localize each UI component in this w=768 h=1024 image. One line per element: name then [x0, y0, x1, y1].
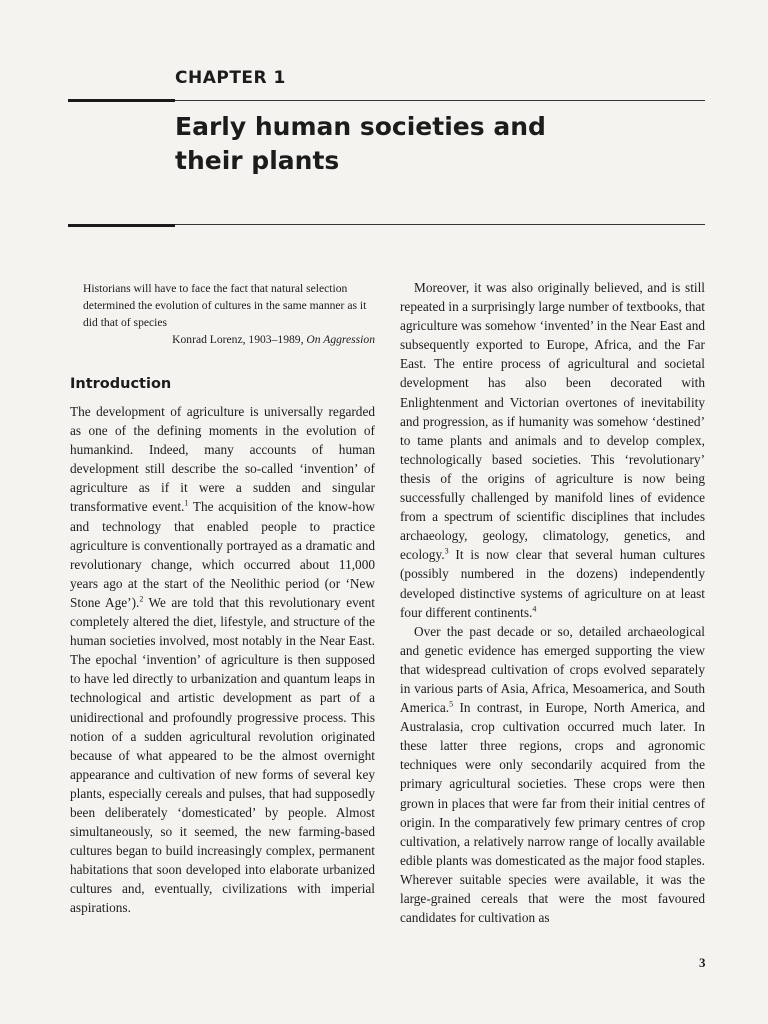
chapter-title-line2: their plants [175, 146, 340, 175]
paragraph-2-part-b: It is now clear that several human cultures (possibly numbered in the dozens) independently developed distinctive systems of agriculture on at least four different continents. [400, 547, 705, 620]
paragraph-2-part-a: Moreover, it was also originally believed, and is still repeated in a surprisingly large number of textbooks, that agriculture was somehow ‘invented’ in the Near East and subsequently exported to Europe, Africa, and the Far East. The entire process of agricultural and societal development has also been decorated with Enlightenment and Victorian overtones of inevitability and progression, as if humanity was somehow ‘destined’ to tame plants and animals and to develop complex, technologically based societies. This ‘revolutionary’ thesis of the origins of agriculture is now being successfully challenged by manifold lines of evidence from a spectrum of scientific disciplines that includes archaeology, geology, climatology, genetics, and ecology. [400, 280, 705, 563]
paragraph-3 [400, 622, 705, 928]
paragraph-1-part-c: We are told that this revolutionary event completely altered the diet, lifestyle, and structure of the human societies involved, most notably in the Near East. The epochal ‘invention’ of agriculture is then supposed to have led directly to urbanization and quantum leaps in technological and artistic development as part of a unidirectional and profoundly progressive process. This notion of a sudden agricultural revolution originated because of what appeared to be the almost overnight appearance and cultivation of new forms of several key plants, especially cereals and pulses, that had supposedly been deliberately ‘domesticated’ by people. Almost simultaneously, so it seemed, the new farming-based cultures began to build increasingly complex, permanent habitations that soon developed into elaborate urbanized cultures and, eventually, civilizations with imperial aspirations. [70, 594, 375, 916]
chapter-label: CHAPTER 1 [175, 68, 286, 88]
paragraph-2 [400, 278, 705, 622]
left-column [70, 280, 375, 918]
paragraph-3-part-b: In contrast, in Europe, North America, and Australasia, crop cultivation occurred much later. In these latter three regions, crops and agronomic techniques were only secondarily acquired from the primary agricultural societies. These crops were then grown in places that were far from their initial centres of origin. In the comparatively few primary centres of crop cultivation, a relatively narrow range of locally available edible plants was domesticated as the major food staples. Wherever suitable species were available, it was the large-grained cereals that were the most favoured candidates for cultivation as [400, 700, 705, 926]
footnote-ref-5: 5 [449, 699, 454, 709]
footnote-ref-1: 1 [184, 499, 189, 509]
bottom-rule-thin [175, 224, 705, 225]
epigraph [83, 280, 375, 348]
section-heading: Introduction [70, 376, 172, 392]
paragraph-1-part-a: The development of agriculture is universally regarded as one of the defining moments in the evolution of humankind. Indeed, many accounts of human development still describe the so-called ‘invention’ of agriculture as if it were a sudden and singular transformative event. [70, 404, 375, 515]
paragraph-3-part-a: Over the past decade or so, detailed archaeological and genetic evidence has emerged supporting the view that widespread cultivation of crops evolved separately in various parts of Asia, Africa, Mesoamerica, and South America. [400, 623, 705, 716]
paragraph-1-part-b: The acquisition of the know-how and technology that enabled people to practice agriculture is conventionally portrayed as a dramatic and revolutionary change, which occurred about 11,000 years ago at the start of the Neolithic period (or ‘New Stone Age’). [70, 499, 375, 610]
chapter-title-line1: Early human societies and [175, 112, 546, 141]
paragraph-1 [70, 402, 375, 918]
epigraph-author: Konrad Lorenz, 1903–1989, [172, 333, 307, 346]
page-number: 3 [699, 955, 706, 970]
footnote-ref-4: 4 [532, 604, 537, 614]
footnote-ref-2: 2 [139, 594, 144, 604]
epigraph-quote: Historians will have to face the fact that natural selection determined the evolution of cultures in the same manner as it did that of species [83, 282, 367, 329]
top-rule-thick [68, 99, 175, 102]
top-rule-thin [175, 100, 705, 101]
bottom-rule-thick [68, 224, 175, 227]
footnote-ref-3: 3 [444, 546, 449, 556]
epigraph-source [83, 331, 375, 348]
epigraph-work: On Aggression [306, 333, 375, 346]
right-column [400, 278, 705, 927]
chapter-title [175, 110, 695, 178]
